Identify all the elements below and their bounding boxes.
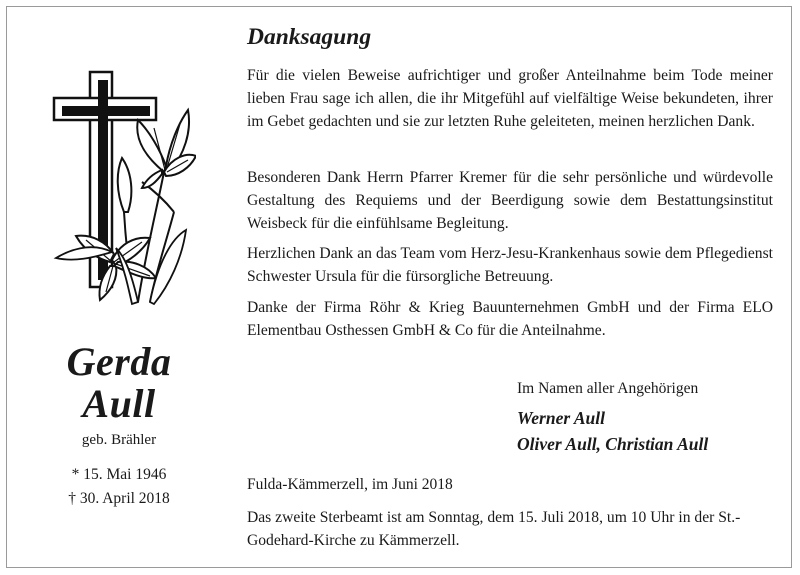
paragraph-company-thanks: Danke der Firma Röhr & Krieg Bauunternehmen GmbH und der Firma ELO Elementbau Osthessen GmbH & Co für die Anteilnahme. <box>247 299 773 340</box>
message-panel <box>247 0 775 575</box>
death-date: † 30. April 2018 <box>68 490 170 507</box>
memorial-notice: Das zweite Sterbeamt ist am Sonntag, dem 15. Juli 2018, um 10 Uhr in der St.-Godehard-Kirche zu Kämmerzell. <box>247 509 741 550</box>
birth-date: * 15. Mai 1946 <box>71 466 167 483</box>
deceased-panel <box>0 0 238 575</box>
deceased-first-name: Gerda <box>66 339 172 384</box>
closing-line: Im Namen aller Angehörigen <box>517 380 699 397</box>
signer-name: Oliver Aull, Christian Aull <box>517 434 709 454</box>
deceased-last-name: Aull <box>82 381 156 426</box>
signer-name: Werner Aull <box>517 408 606 428</box>
place-and-date: Fulda-Kämmerzell, im Juni 2018 <box>247 476 453 493</box>
cross-with-lilies-icon <box>46 62 196 312</box>
notice-heading: Danksagung <box>247 24 372 50</box>
paragraph-special-thanks: Besonderen Dank Herrn Pfarrer Kremer für die sehr persönliche und würdevolle Gestaltung des Requiems und der Beerdigung sowie dem Bestattungsinstitut Weisbeck für die einfühlsame Begleitung. <box>247 169 773 233</box>
birth-name: geb. Brähler <box>81 432 157 448</box>
paragraph-care-thanks: Herzlichen Dank an das Team vom Herz-Jesu-Krankenhaus sowie dem Pflegedienst Schwester Ursula für die fürsorgliche Betreuung. <box>247 245 773 286</box>
paragraph-thanks: Für die vielen Beweise aufrichtiger und großer Anteilnahme beim Tode meiner lieben Frau sage ich allen, die ihr Mitgefühl auf vielfältige Weise bekundeten, ihrer im Gebet gedachten und sie zur letzten Ruhe geleiteten, meinen herzlichen Dank. <box>247 67 773 131</box>
